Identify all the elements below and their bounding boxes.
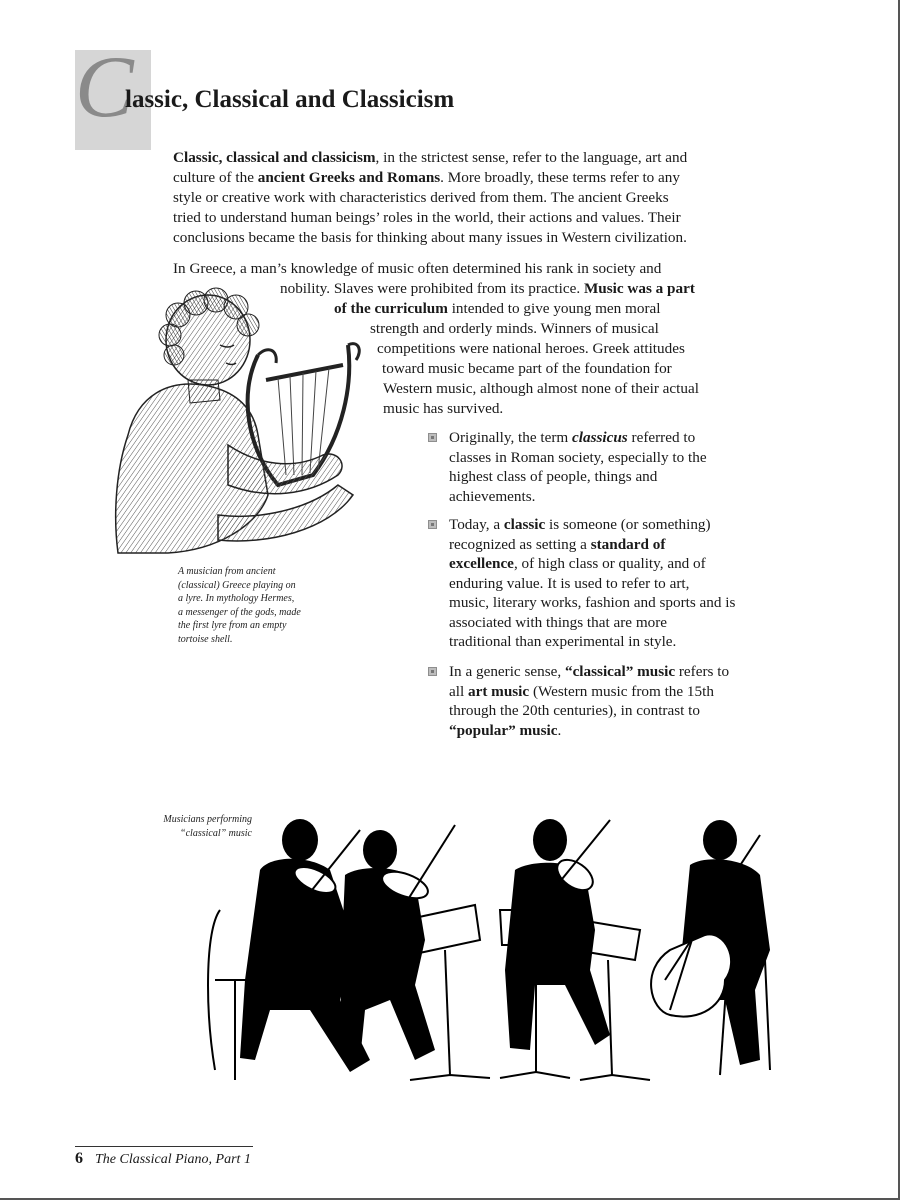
running-title: The Classical Piano, Part 1 <box>95 1152 251 1167</box>
bullet-item-classical-music: In a generic sense, “classical” music refers to all art music (Western music from the 15th through the 20th centuries), in contrast to “popular” music. <box>449 662 729 740</box>
string-quartet-illustration <box>200 810 790 1090</box>
footer-rule <box>75 1146 253 1147</box>
lyre-player-illustration <box>108 285 370 555</box>
intro-term: Classic, classical and classicism <box>173 149 376 166</box>
intro-paragraph: Classic, classical and classicism, in the strictest sense, refer to the language, art and culture of the ancient Greeks and Romans. More broadly, these terms refer to any style or creative work with characteristics derived from them. The ancient Greeks tried to understand human beings’ roles in the world, their actions and values. Their conclusions became the basis for thinking about many issues in Western civilization. <box>173 149 688 246</box>
bullet-item-classic: Today, a classic is someone (or something) recognized as setting a standard of excellence, of high class or quality, and of enduring value. It is used to refer to art, music, literary works, fashion and sports and is associated with things that are more traditional than experimental in style. <box>449 515 735 652</box>
bullet-square-icon <box>428 667 437 676</box>
page-number: 6 <box>75 1150 83 1167</box>
lyre-caption: A musician from ancient (classical) Greece playing on a lyre. In mythology Hermes, a messenger of the gods, made the first lyre from an empty tortoise shell. <box>178 566 301 645</box>
page-title: lassic, Classical and Classicism <box>125 86 455 113</box>
drop-cap: C <box>75 39 134 136</box>
quartet-caption: Musicians performing “classical” music <box>163 814 252 839</box>
bullet-item-classicus: Originally, the term classicus referred to classes in Roman society, especially to the highest class of people, things and achievements. <box>449 428 707 506</box>
bullet-square-icon <box>428 433 437 442</box>
bullet-square-icon <box>428 520 437 529</box>
intro-emphasis: ancient Greeks and Romans <box>257 169 441 186</box>
